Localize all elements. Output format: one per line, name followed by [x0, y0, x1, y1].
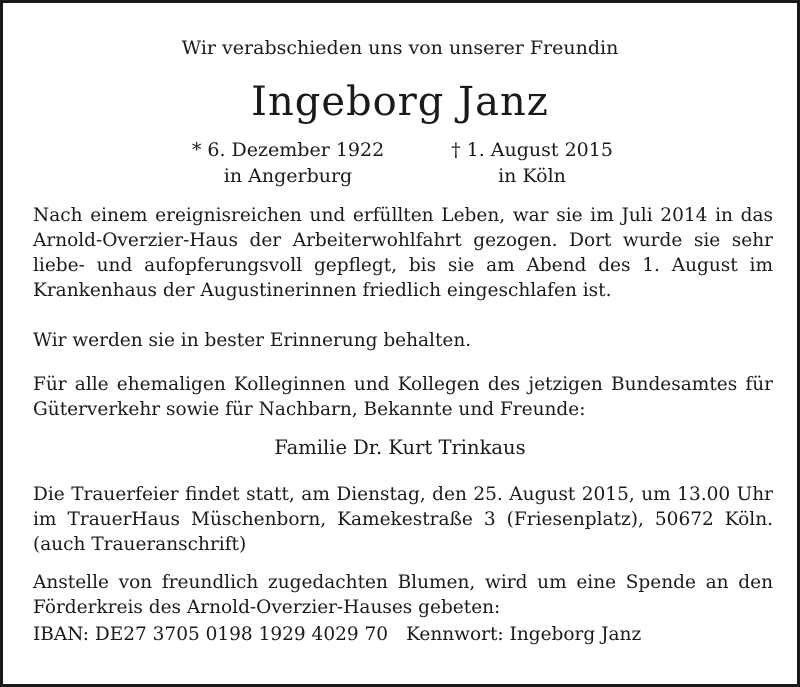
donation-line: Förderkreis des Arnold-Overzier-Hauses gebeten:	[33, 597, 501, 618]
intro-line: Wir verabschieden uns von unserer Freundin	[181, 37, 619, 59]
ceremony-line: Die Trauerfeier findet statt, am Dienstag, den 25. August 2015, um 13.00 Uhr	[33, 484, 773, 505]
ceremony-line: (auch Traueranschrift)	[33, 534, 247, 555]
birth-date: * 6. Dezember 1922	[191, 139, 385, 161]
family-signature: Familie Dr. Kurt Trinkaus	[274, 436, 526, 459]
birth-place: in Angerburg	[223, 165, 353, 187]
death-info	[427, 137, 637, 189]
ceremony-line: im TrauerHaus Müschenborn, Kamekestraße 3 (Friesenplatz), 50672 Köln.	[33, 509, 773, 530]
life-paragraph-line: liebe- und aufopferungsvoll gepflegt, bis sie am Abend des 1. August im	[33, 255, 773, 276]
life-paragraph-line: Nach einem ereignisreichen und erfüllten Leben, war sie im Juli 2014 in das	[33, 205, 773, 226]
memory-line: Wir werden sie in bester Erinnerung behalten.	[33, 330, 472, 351]
deceased-name: Ingeborg Janz	[251, 79, 549, 125]
death-place: in Köln	[498, 165, 566, 187]
donation-paragraph	[33, 570, 773, 620]
colleagues-line: Güterverkehr sowie für Nachbarn, Bekannte und Freunde:	[33, 399, 586, 420]
ceremony-paragraph	[33, 482, 773, 557]
colleagues-line: Für alle ehemaligen Kolleginnen und Kollegen des jetzigen Bundesamtes für	[33, 374, 773, 395]
life-paragraph-line: Krankenhaus der Augustinerinnen friedlich eingeschlafen ist.	[33, 280, 612, 301]
bank-details	[33, 624, 641, 645]
colleagues-paragraph	[33, 372, 773, 422]
death-date: † 1. August 2015	[451, 139, 613, 161]
iban-text: IBAN: DE27 3705 0198 1929 4029 70	[33, 624, 389, 645]
life-paragraph-line: Arnold-Overzier-Haus der Arbeiterwohlfahrt gezogen. Dort wurde sie sehr	[33, 230, 773, 251]
birth-info	[183, 137, 393, 189]
donation-line: Anstelle von freundlich zugedachten Blumen, wird um eine Spende an den	[33, 572, 773, 593]
kennwort-text: Kennwort: Ingeborg Janz	[406, 624, 642, 645]
memory-paragraph	[33, 328, 773, 353]
life-paragraph	[33, 203, 773, 303]
